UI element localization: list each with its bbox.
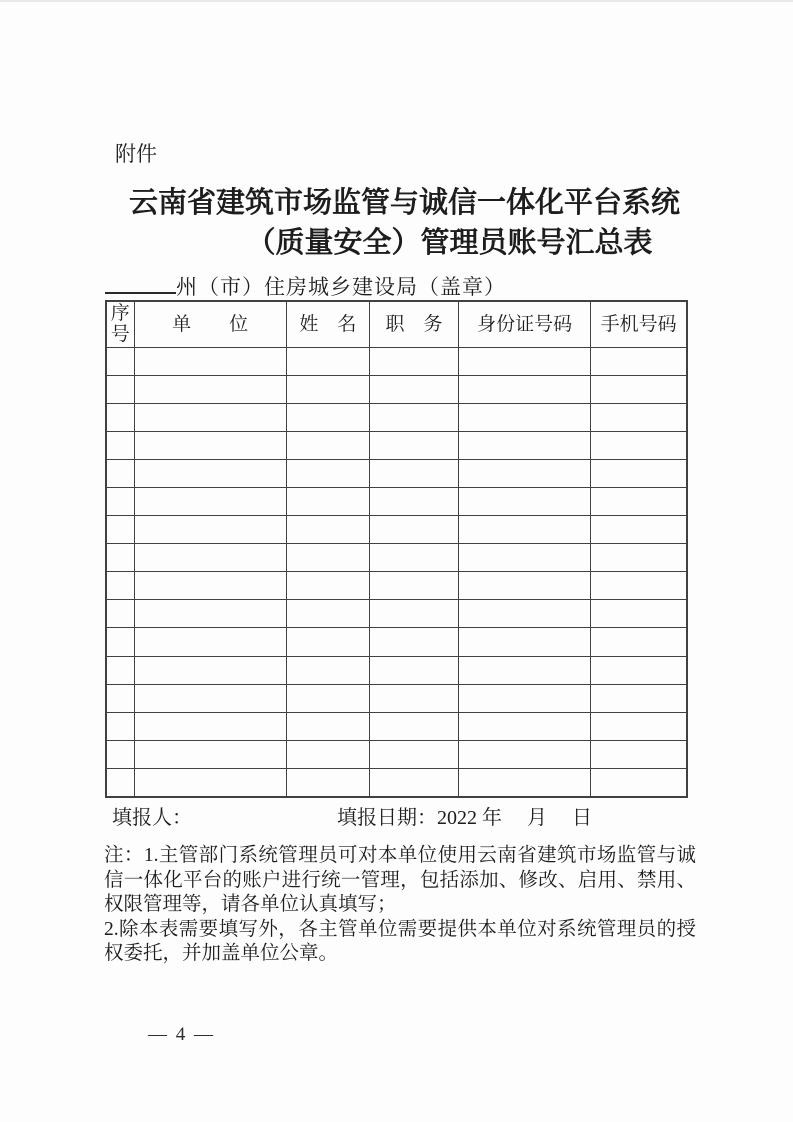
table-cell-position: [369, 684, 458, 712]
table-cell-position: [369, 544, 458, 572]
table-cell-serial: [106, 768, 134, 796]
table-cell-phone: [591, 712, 687, 740]
table-row: [106, 431, 687, 459]
table-cell-unit: [134, 544, 286, 572]
table-cell-unit: [134, 375, 286, 403]
table-cell-serial: [106, 684, 134, 712]
table-cell-unit: [134, 459, 286, 487]
table-row: [106, 600, 687, 628]
table-cell-phone: [591, 487, 687, 515]
table-cell-serial: [106, 628, 134, 656]
table-cell-phone: [591, 431, 687, 459]
signing-row: [105, 801, 688, 827]
attachment-label: 附件: [115, 142, 157, 166]
table-cell-id-number: [459, 600, 591, 628]
table-cell-name: [286, 375, 369, 403]
subtitle-text: 州（市）住房城乡建设局（盖章）: [176, 275, 506, 299]
table-cell-phone: [591, 656, 687, 684]
title-line-1: 云南省建筑市场监管与诚信一体化平台系统: [128, 187, 680, 219]
table-cell-unit: [134, 684, 286, 712]
table-cell-id-number: [459, 628, 591, 656]
table-cell-phone: [591, 347, 687, 375]
table-cell-position: [369, 459, 458, 487]
table-cell-unit: [134, 712, 286, 740]
table-row: [106, 347, 687, 375]
column-header-id-number: 身份证号码: [459, 301, 591, 347]
table-cell-position: [369, 768, 458, 796]
column-header-name: 姓 名: [286, 301, 369, 347]
table-cell-phone: [591, 516, 687, 544]
table-body: [106, 347, 687, 797]
table-cell-id-number: [459, 684, 591, 712]
table-cell-name: [286, 544, 369, 572]
table-cell-id-number: [459, 544, 591, 572]
table-cell-name: [286, 572, 369, 600]
table-row: [106, 544, 687, 572]
table-cell-id-number: [459, 459, 591, 487]
table-cell-phone: [591, 403, 687, 431]
table-cell-position: [369, 431, 458, 459]
table-row: [106, 516, 687, 544]
table-cell-position: [369, 487, 458, 515]
column-header-phone-number: 手机号码: [591, 301, 687, 347]
title-line-2: （质量安全）管理员账号汇总表: [246, 227, 653, 259]
admin-account-summary-table: [105, 300, 688, 798]
fill-in-blank-underline: [105, 271, 176, 294]
table-cell-phone: [591, 628, 687, 656]
filler-label: 填报人：: [112, 807, 192, 829]
table-cell-position: [369, 347, 458, 375]
column-header-unit: 单 位: [134, 301, 286, 347]
table-cell-serial: [106, 712, 134, 740]
table-cell-phone: [591, 684, 687, 712]
document-title: [105, 183, 688, 263]
table-cell-id-number: [459, 431, 591, 459]
table-cell-position: [369, 712, 458, 740]
table-cell-serial: [106, 572, 134, 600]
notes-section: [104, 844, 696, 967]
table-row: [106, 628, 687, 656]
table-cell-position: [369, 600, 458, 628]
table-cell-unit: [134, 516, 286, 544]
table-cell-id-number: [459, 347, 591, 375]
table-cell-unit: [134, 740, 286, 768]
table-cell-id-number: [459, 656, 591, 684]
table-cell-id-number: [459, 768, 591, 796]
table-cell-name: [286, 431, 369, 459]
table-cell-name: [286, 487, 369, 515]
table-cell-name: [286, 516, 369, 544]
table-header-row: [106, 301, 687, 347]
table-cell-serial: [106, 459, 134, 487]
table-cell-unit: [134, 656, 286, 684]
table-cell-serial: [106, 544, 134, 572]
table-cell-phone: [591, 375, 687, 403]
table-cell-id-number: [459, 516, 591, 544]
table-cell-serial: [106, 516, 134, 544]
table-row: [106, 572, 687, 600]
table-cell-name: [286, 600, 369, 628]
column-header-position: 职 务: [369, 301, 458, 347]
table-cell-unit: [134, 600, 286, 628]
table-cell-unit: [134, 403, 286, 431]
table-cell-position: [369, 403, 458, 431]
subtitle-line: [105, 271, 506, 301]
table-cell-position: [369, 740, 458, 768]
table-cell-id-number: [459, 740, 591, 768]
table-cell-unit: [134, 628, 286, 656]
table-cell-name: [286, 459, 369, 487]
table-cell-serial: [106, 487, 134, 515]
table-cell-id-number: [459, 712, 591, 740]
table-row: [106, 459, 687, 487]
table-cell-position: [369, 628, 458, 656]
page-number: — 4 —: [148, 1024, 215, 1045]
table-cell-serial: [106, 375, 134, 403]
table-cell-phone: [591, 459, 687, 487]
table-row: [106, 712, 687, 740]
table-cell-name: [286, 684, 369, 712]
table-cell-id-number: [459, 375, 591, 403]
table-cell-phone: [591, 768, 687, 796]
table-cell-serial: [106, 347, 134, 375]
table-cell-id-number: [459, 572, 591, 600]
table-cell-phone: [591, 600, 687, 628]
table-cell-phone: [591, 740, 687, 768]
table-cell-serial: [106, 656, 134, 684]
table-cell-id-number: [459, 403, 591, 431]
table-row: [106, 375, 687, 403]
note-item-1: 注：1.主管部门系统管理员可对本单位使用云南省建筑市场监管与诚信一体化平台的账户进行统一管理，包括添加、修改、启用、禁用、权限管理等，请各单位认真填写；: [104, 845, 696, 916]
table-cell-position: [369, 656, 458, 684]
table-cell-name: [286, 712, 369, 740]
table-cell-serial: [106, 600, 134, 628]
column-header-serial-number: 序号: [106, 301, 134, 347]
table-cell-phone: [591, 544, 687, 572]
table-cell-serial: [106, 740, 134, 768]
table-cell-serial: [106, 431, 134, 459]
table-cell-unit: [134, 431, 286, 459]
table-row: [106, 403, 687, 431]
table-cell-unit: [134, 347, 286, 375]
table-cell-id-number: [459, 487, 591, 515]
table-cell-position: [369, 516, 458, 544]
fill-date-label: 填报日期：2022 年 月 日: [337, 807, 592, 829]
table-cell-name: [286, 768, 369, 796]
table-row: [106, 684, 687, 712]
table-cell-name: [286, 347, 369, 375]
table-row: [106, 487, 687, 515]
table-cell-unit: [134, 487, 286, 515]
table-cell-name: [286, 740, 369, 768]
table-row: [106, 656, 687, 684]
table-cell-serial: [106, 403, 134, 431]
table-cell-name: [286, 628, 369, 656]
table-cell-phone: [591, 572, 687, 600]
table-cell-position: [369, 375, 458, 403]
note-item-2: 2.除本表需要填写外，各主管单位需要提供本单位对系统管理员的授权委托，并加盖单位公章。: [104, 918, 696, 965]
table-cell-unit: [134, 768, 286, 796]
table-row: [106, 768, 687, 796]
table-cell-name: [286, 656, 369, 684]
table-cell-position: [369, 572, 458, 600]
table-cell-unit: [134, 572, 286, 600]
table-row: [106, 740, 687, 768]
table-cell-name: [286, 403, 369, 431]
